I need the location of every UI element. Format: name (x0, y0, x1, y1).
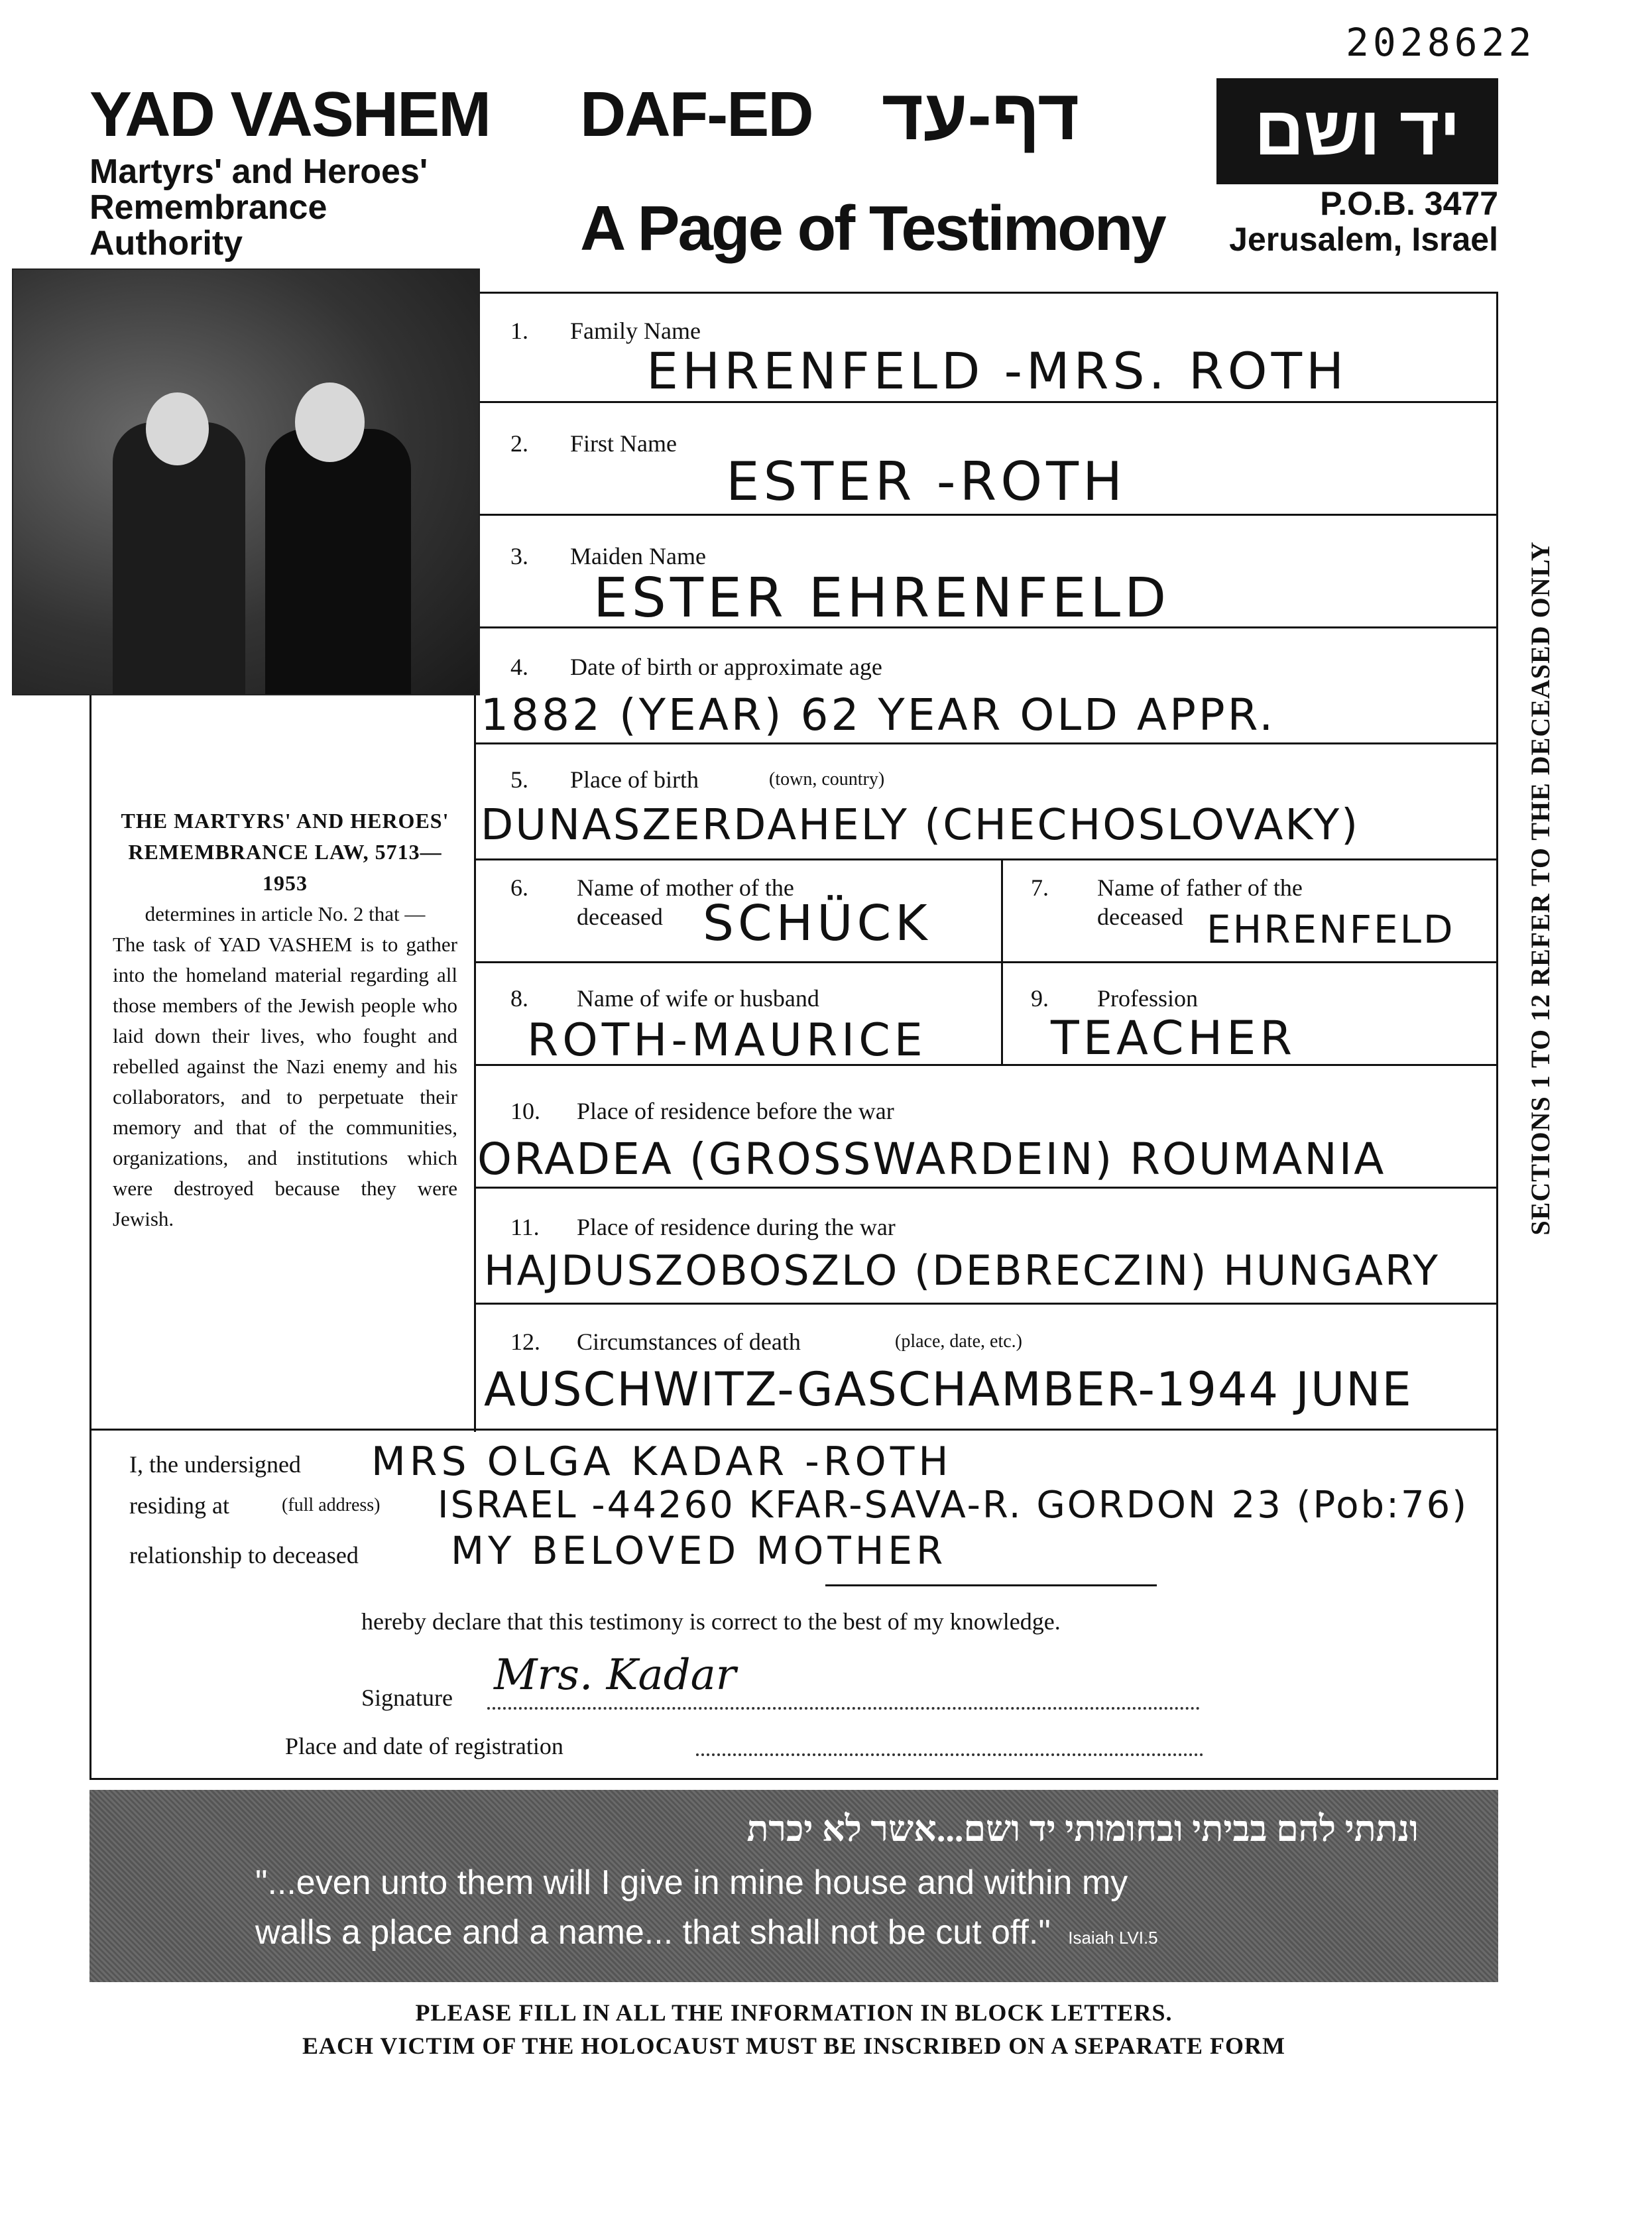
org-subtitle (89, 154, 428, 261)
field-11-value[interactable]: HAJDUSZOBOSZLO (DEBRECZIN) HUNGARY (484, 1246, 1441, 1295)
field-3-value[interactable]: ESTER EHRENFELD (593, 567, 1171, 630)
field-1-label: Family Name (570, 318, 701, 344)
row-divider (89, 1429, 1498, 1431)
law-determines: determines in article No. 2 that — (145, 902, 426, 925)
deceased-photo (12, 268, 480, 695)
org-subtitle-line: Martyrs' and Heroes' (89, 152, 428, 191)
banner-line-2 (255, 1913, 1158, 1952)
relationship-label: relationship to deceased (129, 1542, 359, 1568)
row-divider (474, 401, 1498, 403)
photo-woman-face (146, 392, 209, 465)
city: Jerusalem, Israel (1229, 221, 1498, 258)
field-5-label-small: (town, country) (769, 769, 885, 790)
row-divider (474, 1187, 1498, 1189)
row-divider (474, 742, 1498, 744)
field-1-number: 1. (510, 318, 528, 344)
org-subtitle-line: Remembrance (89, 188, 327, 227)
signature-line (487, 1707, 1200, 1710)
field-5-number: 5. (510, 766, 528, 793)
field-12-label: Circumstances of death (577, 1328, 801, 1355)
row-divider (474, 858, 1498, 860)
field-8-value[interactable]: ROTH-MAURICE (527, 1014, 927, 1067)
relationship-underline (825, 1584, 1157, 1586)
registration-label: Place and date of registration (285, 1733, 563, 1759)
relationship-value[interactable]: MY BELOVED MOTHER (451, 1528, 947, 1573)
field-6-value[interactable]: SCHÜCK (703, 895, 931, 952)
row-divider (474, 1303, 1498, 1305)
field-3-label: Maiden Name (570, 543, 706, 569)
field-5-label: Place of birth (570, 766, 699, 793)
field-2-label: First Name (570, 430, 677, 457)
daf-ed-title: DAF-ED (580, 79, 813, 150)
field-7-label: Name of father of the (1097, 874, 1303, 901)
document-number: 2028622 (1346, 20, 1536, 65)
field-10-value[interactable]: ORADEA (GROSSWARDEIN) ROUMANIA (477, 1134, 1386, 1185)
row-divider (474, 961, 1498, 963)
residing-label-small: (full address) (282, 1495, 381, 1515)
side-note: SECTIONS 1 TO 12 REFER TO THE DECEASED ONLY (1525, 541, 1555, 1236)
law-text: The task of YAD VASHEM is to gather into the homeland material regarding all those members of the Jewish people who laid down their lives, who fought and rebelled against the Nazi enemy and his collaborators, and to perpetuate their memory and that of the communities, organizations, and institutions which were destroyed because they were Jewish. (113, 933, 457, 1230)
page-title: A Page of Testimony (580, 193, 1165, 264)
footer-instruction-2: EACH VICTIM OF THE HOLOCAUST MUST BE INSCRIBED ON A SEPARATE FORM (302, 2033, 1285, 2059)
signature-label: Signature (361, 1684, 453, 1711)
declaration-text: hereby declare that this testimony is correct to the best of my knowledge. (361, 1608, 1061, 1635)
field-9-number: 9. (1031, 985, 1049, 1012)
banner-hebrew: ונתתי להם בביתי ובחומותי יד ושם...אשר לא יכרת (746, 1809, 1419, 1849)
registration-line[interactable] (696, 1753, 1203, 1756)
column-divider (1001, 858, 1003, 1064)
field-5-value[interactable]: DUNASZERDAHELY (CHECHOSLOVAKY) (481, 801, 1360, 850)
signature[interactable]: Mrs. Kadar (494, 1651, 737, 1700)
field-11-number: 11. (510, 1214, 540, 1240)
field-6-label: Name of mother of the (577, 874, 794, 901)
residing-label: residing at (129, 1492, 229, 1519)
pob: P.O.B. 3477 (1320, 185, 1498, 222)
footer-instruction-1: PLEASE FILL IN ALL THE INFORMATION IN BLOCK LETTERS. (415, 1999, 1173, 2026)
law-title: THE MARTYRS' AND HEROES' REMEMBRANCE LAW, 5713—1953 (121, 809, 449, 895)
address-block (1216, 186, 1498, 257)
field-4-value[interactable]: 1882 (YEAR) 62 YEAR OLD APPR. (481, 689, 1276, 740)
field-7-value[interactable]: EHRENFELD (1207, 907, 1455, 952)
field-4-label: Date of birth or approximate age (570, 654, 882, 680)
field-10-label: Place of residence before the war (577, 1098, 894, 1124)
field-3-number: 3. (510, 543, 528, 569)
field-12-value[interactable]: AUSCHWITZ-GASCHAMBER-1944 JUNE (484, 1362, 1413, 1417)
field-6-number: 6. (510, 874, 528, 901)
yad-vashem-logo: יד ושם (1216, 78, 1498, 184)
field-6-label2: deceased (577, 904, 663, 930)
field-7-number: 7. (1031, 874, 1049, 901)
org-subtitle-line: Authority (89, 224, 243, 263)
field-9-label: Profession (1097, 985, 1198, 1012)
hebrew-title: דף-עד (882, 74, 1080, 154)
banner-reference: Isaiah LVI.5 (1068, 1928, 1158, 1948)
field-12-number: 12. (510, 1328, 540, 1355)
undersigned-value[interactable]: MRS OLGA KADAR -ROTH (371, 1439, 953, 1485)
field-11-label: Place of residence during the war (577, 1214, 896, 1240)
quote-banner (89, 1790, 1498, 1982)
row-divider (474, 514, 1498, 516)
field-1-value[interactable]: EHRENFELD -MRS. ROTH (646, 341, 1348, 400)
field-8-label: Name of wife or husband (577, 985, 819, 1012)
residing-value[interactable]: ISRAEL -44260 KFAR-SAVA-R. GORDON 23 (Pob:76) (438, 1484, 1469, 1527)
field-10-number: 10. (510, 1098, 540, 1124)
banner-line-1: "...even unto them will I give in mine house and within my (255, 1863, 1128, 1902)
law-box (113, 805, 457, 1234)
field-4-number: 4. (510, 654, 528, 680)
field-9-value[interactable]: TEACHER (1051, 1011, 1297, 1065)
field-2-number: 2. (510, 430, 528, 457)
field-7-label2: deceased (1097, 904, 1183, 930)
field-8-number: 8. (510, 985, 528, 1012)
photo-man-face (295, 383, 365, 462)
field-2-value[interactable]: ESTER -ROTH (726, 451, 1127, 512)
banner-line-2-text: walls a place and a name... that shall not be cut off." (255, 1913, 1051, 1952)
org-name: YAD VASHEM (89, 79, 491, 150)
photo-man (265, 429, 411, 695)
undersigned-label: I, the undersigned (129, 1451, 301, 1478)
field-12-label-small: (place, date, etc.) (895, 1331, 1022, 1352)
